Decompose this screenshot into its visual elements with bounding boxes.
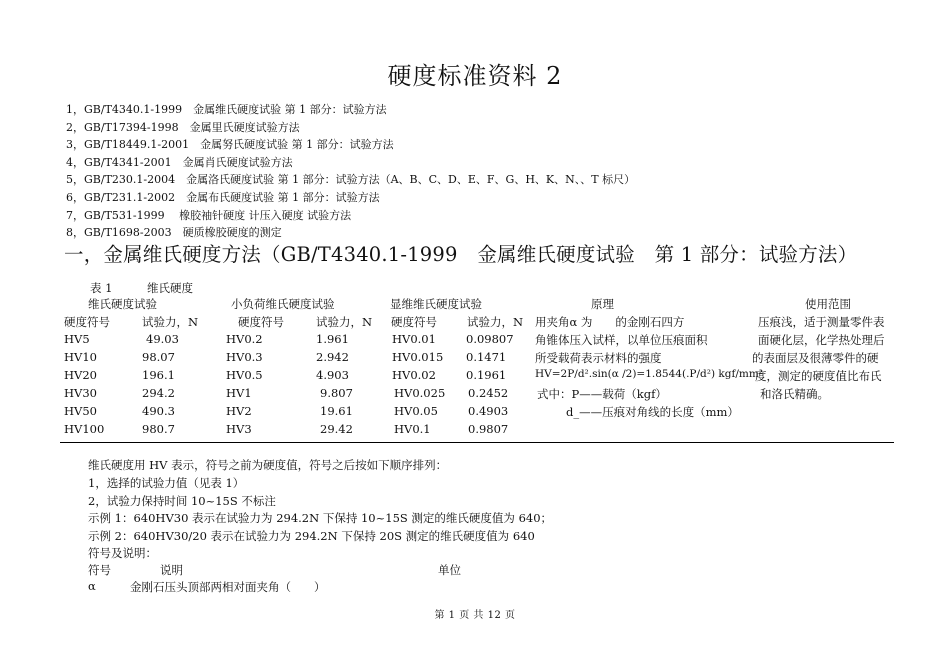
group-header-micro: 显维维氏硬度试验	[390, 297, 482, 311]
table-cell: 1.961	[316, 332, 349, 346]
principle-line: 式中：P——载荷（kgf）	[537, 387, 667, 401]
table-cell: HV0.05	[394, 404, 438, 418]
table-cell: HV0.3	[226, 350, 263, 364]
table-cell: HV0.1	[394, 422, 431, 436]
body-line: 示例 1：640HV30 表示在试验力为 294.2N 下保持 10~15S 测定的维氏硬度值为 640；	[88, 511, 553, 525]
table-cell: HV0.02	[392, 368, 436, 382]
table-cell: 49.03	[146, 332, 179, 346]
table-cell: 0.9807	[468, 422, 509, 436]
table-cell: HV0.015	[392, 350, 444, 364]
col-header-force-3: 试验力，N	[467, 315, 524, 329]
body-line: 示例 2：640HV30/20 表示在试验力为 294.2N 下保持 20S 测定的维氏硬度值为 640	[88, 529, 535, 543]
table-cell: 294.2	[142, 386, 175, 400]
list-item: 5，GB/T230.1-2004 金属洛氏硬度试验 第 1 部分：试验方法（A、B、C、D、E、F、G、H、K、N、、T 标尺）	[66, 173, 636, 187]
description-header: 说明	[160, 563, 183, 577]
list-item: 3，GB/T18449.1-2001 金属努氏硬度试验 第 1 部分：试验方法	[66, 138, 394, 152]
table-cell: 0.09807	[466, 332, 514, 346]
principle-line: 所受载荷表示材料的强度	[535, 351, 662, 365]
table-caption: 表 1 维氏硬度	[90, 281, 193, 295]
table-cell: HV100	[64, 422, 105, 436]
usage-line: 的表面层及很薄零件的硬	[752, 351, 879, 365]
col-header-force-1: 试验力，N	[142, 315, 199, 329]
table-cell: HV20	[64, 368, 97, 382]
principle-line: 角锥体压入试样，以单位压痕面积	[535, 333, 708, 347]
list-item: 6，GB/T231.1-2002 金属布氏硬度试验 第 1 部分：试验方法	[66, 190, 380, 204]
body-line: 1，选择的试验力值（见表 1）	[88, 476, 245, 490]
section-heading: 一，金属维氏硬度方法（GB/T4340.1-1999 金属维氏硬度试验 第 1 部分：试验方法）	[64, 243, 858, 266]
table-bottom-rule	[60, 442, 894, 443]
group-header-low-load: 小负荷维氏硬度试验	[231, 297, 335, 311]
group-header-usage: 使用范围	[805, 297, 851, 311]
table-cell: HV0.5	[226, 368, 263, 382]
body-line: 符号及说明：	[88, 546, 157, 560]
symbol-alpha-description: 金刚石压头顶部两相对面夹角（ ）	[130, 580, 326, 594]
list-item: 7，GB/T531-1999 橡胶袖针硬度 计压入硬度 试验方法	[66, 208, 352, 222]
page-title: 硬度标准资料 2	[387, 62, 563, 90]
col-header-force-2: 试验力，N	[316, 315, 373, 329]
table-cell: HV1	[226, 386, 252, 400]
principle-line: d_——压痕对角线的长度（mm）	[566, 405, 739, 419]
group-header-principle: 原理	[591, 297, 614, 311]
table-cell: 0.4903	[468, 404, 509, 418]
list-item: 2，GB/T17394-1998 金属里氏硬度试验方法	[66, 120, 300, 134]
table-cell: HV3	[226, 422, 252, 436]
col-header-symbol-1: 硬度符号	[64, 315, 110, 329]
table-cell: 490.3	[142, 404, 175, 418]
usage-line: 面硬化层，化学热处理后	[758, 333, 885, 347]
table-cell: 0.1961	[466, 368, 507, 382]
table-cell: 0.2452	[468, 386, 509, 400]
table-cell: HV0.025	[394, 386, 446, 400]
table-cell: HV2	[226, 404, 252, 418]
page-footer: 第 1 页 共 12 页	[434, 610, 516, 621]
symbol-header: 符号	[88, 563, 111, 577]
table-cell: 19.61	[320, 404, 353, 418]
table-cell: 98.07	[142, 350, 175, 364]
table-cell: HV10	[64, 350, 97, 364]
table-cell: 9.807	[320, 386, 353, 400]
table-cell: HV50	[64, 404, 97, 418]
usage-line: 压痕浅，适于测量零件表	[758, 315, 885, 329]
table-cell: 4.903	[316, 368, 349, 382]
principle-line: 用夹角α 为 的金刚石四方	[535, 315, 685, 329]
principle-formula: HV=2P/d².sin(α /2)=1.8544(.P/d²) kgf/mm²	[535, 368, 764, 380]
symbol-alpha: α	[88, 579, 96, 593]
body-line: 2，试验力保持时间 10~15S 不标注	[88, 494, 276, 508]
list-item: 1，GB/T4340.1-1999 金属维氏硬度试验 第 1 部分：试验方法	[66, 103, 387, 116]
table-cell: 29.42	[320, 422, 353, 436]
table-cell: 196.1	[142, 368, 175, 382]
standards-list	[66, 101, 635, 242]
usage-line: 度，测定的硬度值比布氏	[755, 369, 882, 383]
group-header-vickers: 维氏硬度试验	[88, 297, 157, 311]
col-header-symbol-3: 硬度符号	[391, 315, 437, 329]
table-cell: HV30	[64, 386, 97, 400]
col-header-symbol-2: 硬度符号	[238, 315, 284, 329]
table-cell: HV5	[64, 332, 90, 346]
table-cell: 0.1471	[466, 350, 507, 364]
body-line: 维氏硬度用 HV 表示，符号之前为硬度值，符号之后按如下顺序排列：	[88, 458, 448, 472]
table-cell: HV0.2	[226, 332, 263, 346]
table-cell: 2.942	[316, 350, 349, 364]
usage-line: 和洛氏精确。	[760, 387, 829, 401]
unit-header: 单位	[438, 563, 461, 577]
table-cell: HV0.01	[392, 332, 436, 346]
list-item: 8，GB/T1698-2003 硬质橡胶硬度的测定	[66, 226, 282, 240]
table-cell: 980.7	[142, 422, 175, 436]
list-item: 4，GB/T4341-2001 金属肖氏硬度试验方法	[66, 155, 293, 169]
